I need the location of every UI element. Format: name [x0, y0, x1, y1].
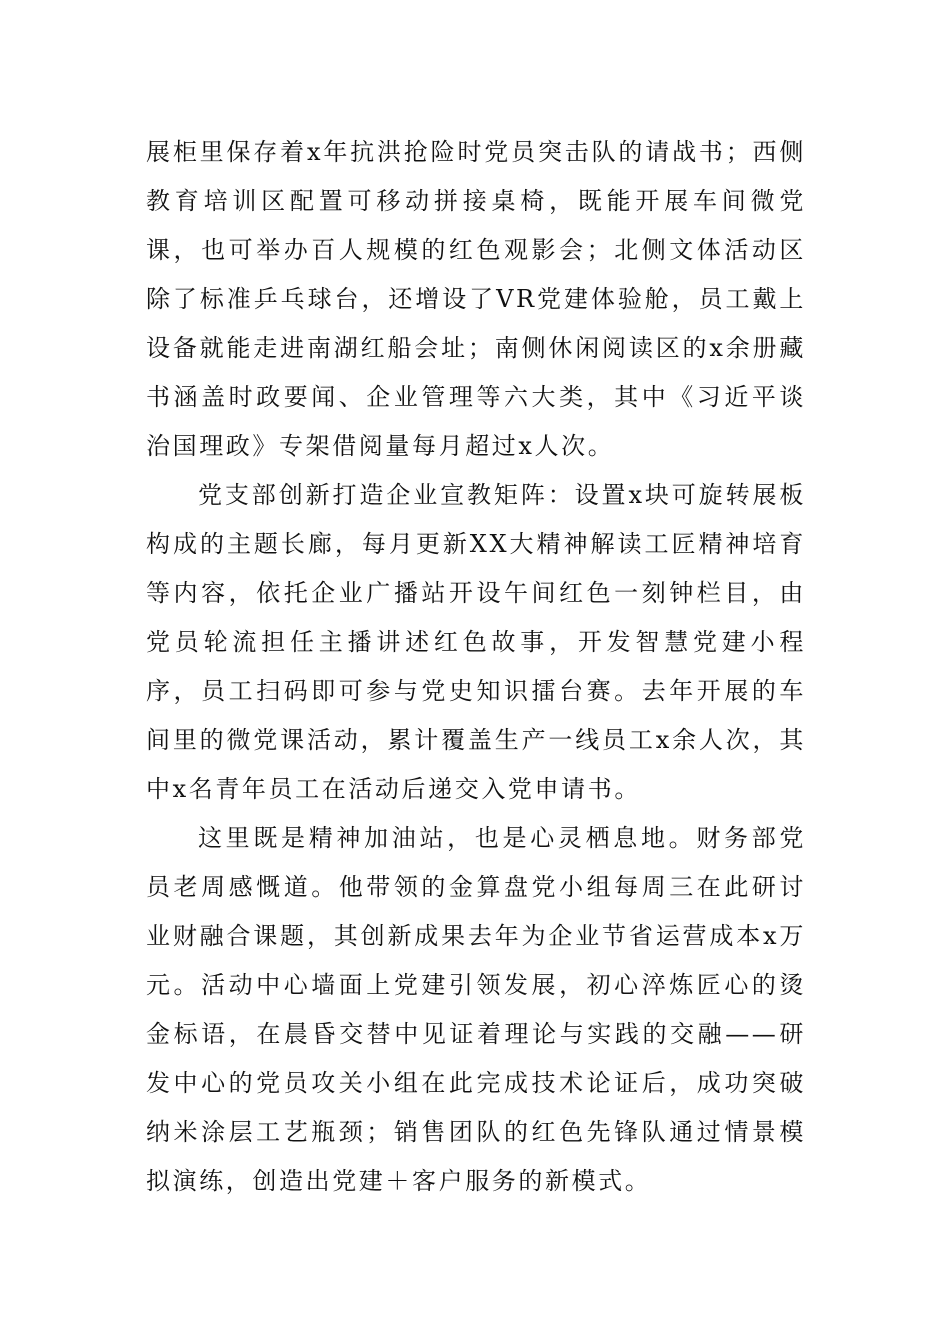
paragraph-2: 党支部创新打造企业宣教矩阵：设置x块可旋转展板构成的主题长廊，每月更新XX大精神解读工匠精神培育等内容，依托企业广播站开设午间红色一刻钟栏目，由党员轮流担任主播讲述红色故事，开发智慧党建小程序，员工扫码即可参与党史知识擂台赛。去年开展的车间里的微党课活动，累计覆盖生产一线员工x余人次，其中x名青年员工在活动后递交入党申请书。 [146, 481, 806, 803]
document-body [146, 128, 806, 1206]
paragraph-1: 展柜里保存着x年抗洪抢险时党员突击队的请战书；西侧教育培训区配置可移动拼接桌椅，既能开展车间微党课，也可举办百人规模的红色观影会；北侧文体活动区除了标准乒乓球台，还增设了VR党建体验舱，员工戴上设备就能走进南湖红船会址；南侧休闲阅读区的x余册藏书涵盖时政要闻、企业管理等六大类，其中《习近平谈治国理政》专架借阅量每月超过x人次。 [146, 138, 806, 460]
paragraph-3: 这里既是精神加油站，也是心灵栖息地。财务部党员老周感慨道。他带领的金算盘党小组每周三在此研讨业财融合课题，其创新成果去年为企业节省运营成本x万元。活动中心墙面上党建引领发展，初心淬炼匠心的烫金标语，在晨昏交替中见证着理论与实践的交融——研发中心的党员攻关小组在此完成技术论证后，成功突破纳米涂层工艺瓶颈；销售团队的红色先锋队通过情景模拟演练，创造出党建＋客户服务的新模式。 [146, 824, 806, 1195]
